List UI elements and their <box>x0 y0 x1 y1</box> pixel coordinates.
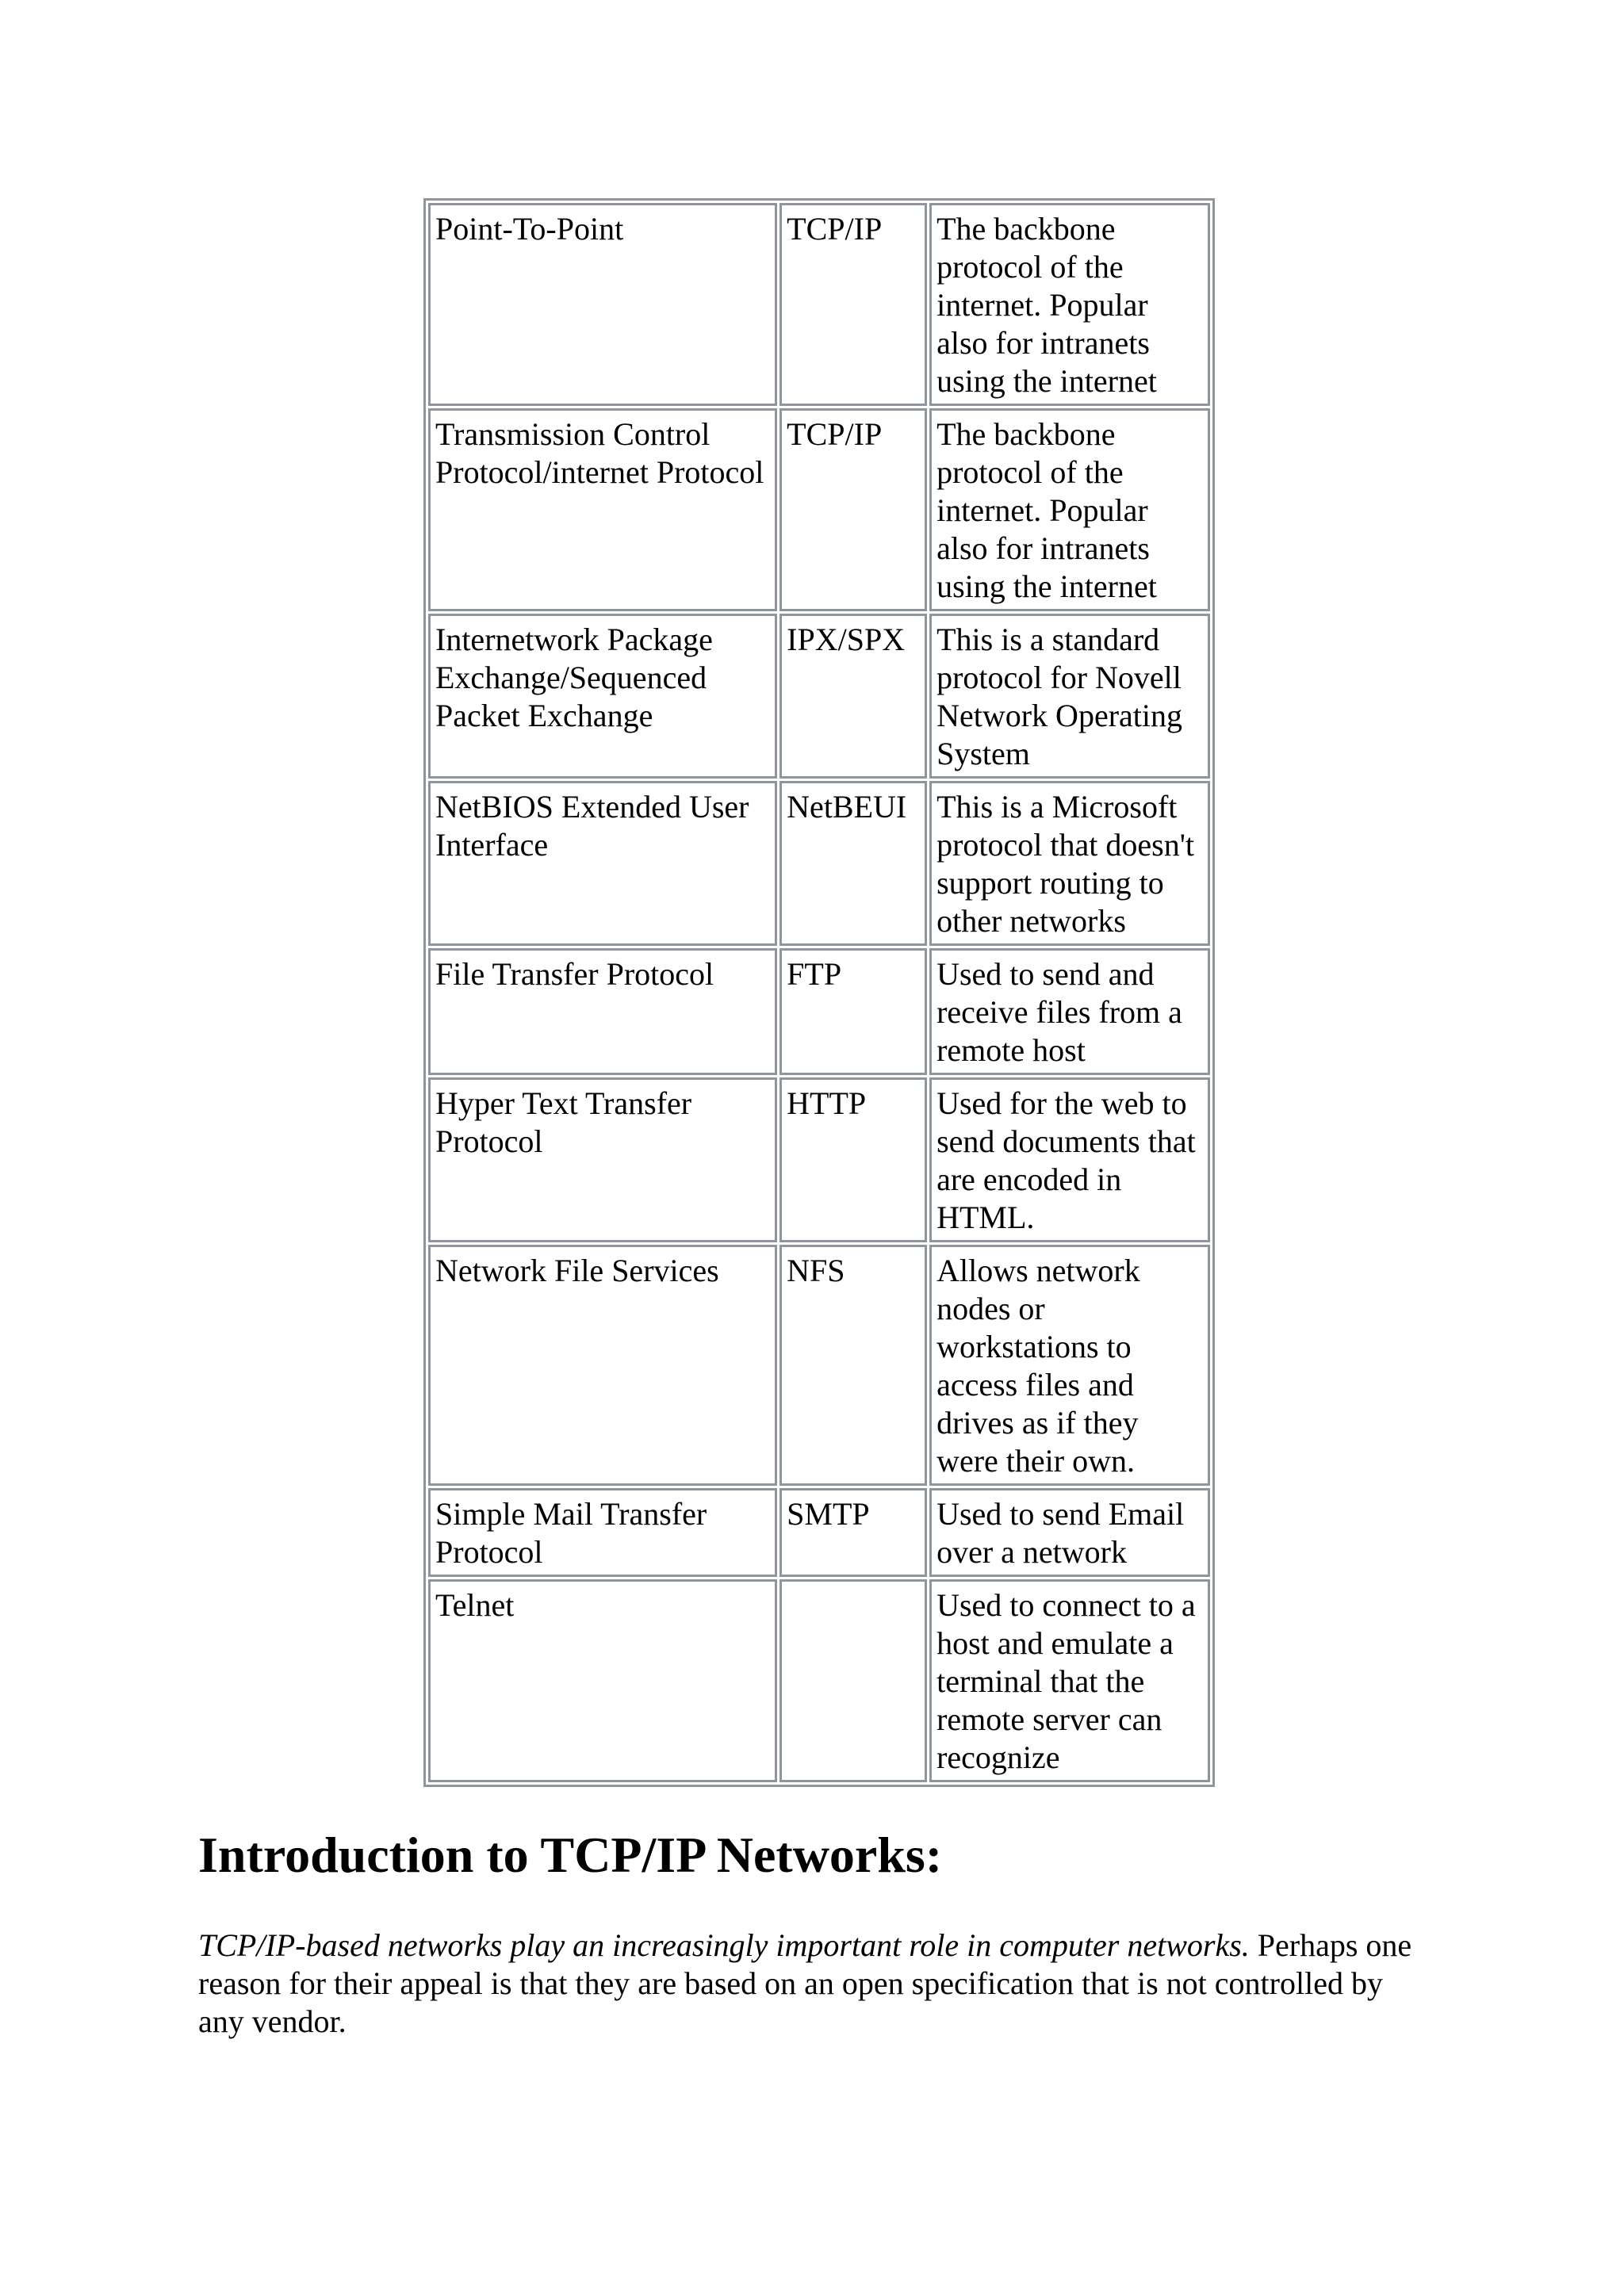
protocol-desc-cell: This is a Microsoft protocol that doesn't support routing to other networks <box>929 781 1210 946</box>
protocol-name-cell: Telnet <box>428 1579 777 1782</box>
protocol-abbr-cell: TCP/IP <box>779 203 927 406</box>
protocol-abbr-cell: TCP/IP <box>779 408 927 611</box>
protocol-abbr-cell <box>779 1579 927 1782</box>
protocol-abbr-cell: NetBEUI <box>779 781 927 946</box>
protocol-name-cell: NetBIOS Extended User Interface <box>428 781 777 946</box>
protocol-name-cell: Simple Mail Transfer Protocol <box>428 1488 777 1577</box>
protocol-abbr-cell: IPX/SPX <box>779 614 927 779</box>
protocol-name-cell: Point-To-Point <box>428 203 777 406</box>
intro-italic-text: TCP/IP-based networks play an increasingly important role in computer networks. <box>198 1927 1250 1963</box>
table-row <box>428 1245 1210 1486</box>
protocol-desc-cell: Used for the web to send documents that are encoded in HTML. <box>929 1077 1210 1242</box>
table-row <box>428 408 1210 611</box>
protocol-abbr-cell: SMTP <box>779 1488 927 1577</box>
protocol-desc-cell: Used to send Email over a network <box>929 1488 1210 1577</box>
protocol-name-cell: Network File Services <box>428 1245 777 1486</box>
protocol-desc-cell: Allows network nodes or workstations to access files and drives as if they were their own. <box>929 1245 1210 1486</box>
protocol-desc-cell: The backbone protocol of the internet. Popular also for intranets using the internet <box>929 203 1210 406</box>
table-row <box>428 614 1210 779</box>
table-row <box>428 948 1210 1075</box>
protocol-desc-cell: The backbone protocol of the internet. Popular also for intranets using the internet <box>929 408 1210 611</box>
protocol-desc-cell: Used to send and receive files from a remote host <box>929 948 1210 1075</box>
protocol-name-cell: File Transfer Protocol <box>428 948 777 1075</box>
section-heading: Introduction to TCP/IP Networks: <box>198 1827 943 1883</box>
protocol-table <box>423 198 1215 1787</box>
intro-rest-text: Perhaps one reason for their appeal is that they are based on an open specification that is not controlled by any vendor. <box>198 1927 1412 2039</box>
protocol-abbr-cell: HTTP <box>779 1077 927 1242</box>
protocol-desc-cell: Used to connect to a host and emulate a terminal that the remote server can recognize <box>929 1579 1210 1782</box>
protocol-name-cell: Internetwork Package Exchange/Sequenced Packet Exchange <box>428 614 777 779</box>
table-row <box>428 781 1210 946</box>
table-row <box>428 1579 1210 1782</box>
protocol-abbr-cell: FTP <box>779 948 927 1075</box>
protocol-name-cell: Hyper Text Transfer Protocol <box>428 1077 777 1242</box>
intro-paragraph <box>198 1927 1435 2041</box>
protocol-desc-cell: This is a standard protocol for Novell Network Operating System <box>929 614 1210 779</box>
protocol-name-cell: Transmission Control Protocol/internet Protocol <box>428 408 777 611</box>
table-row <box>428 203 1210 406</box>
table-row <box>428 1077 1210 1242</box>
table-row <box>428 1488 1210 1577</box>
protocol-abbr-cell: NFS <box>779 1245 927 1486</box>
